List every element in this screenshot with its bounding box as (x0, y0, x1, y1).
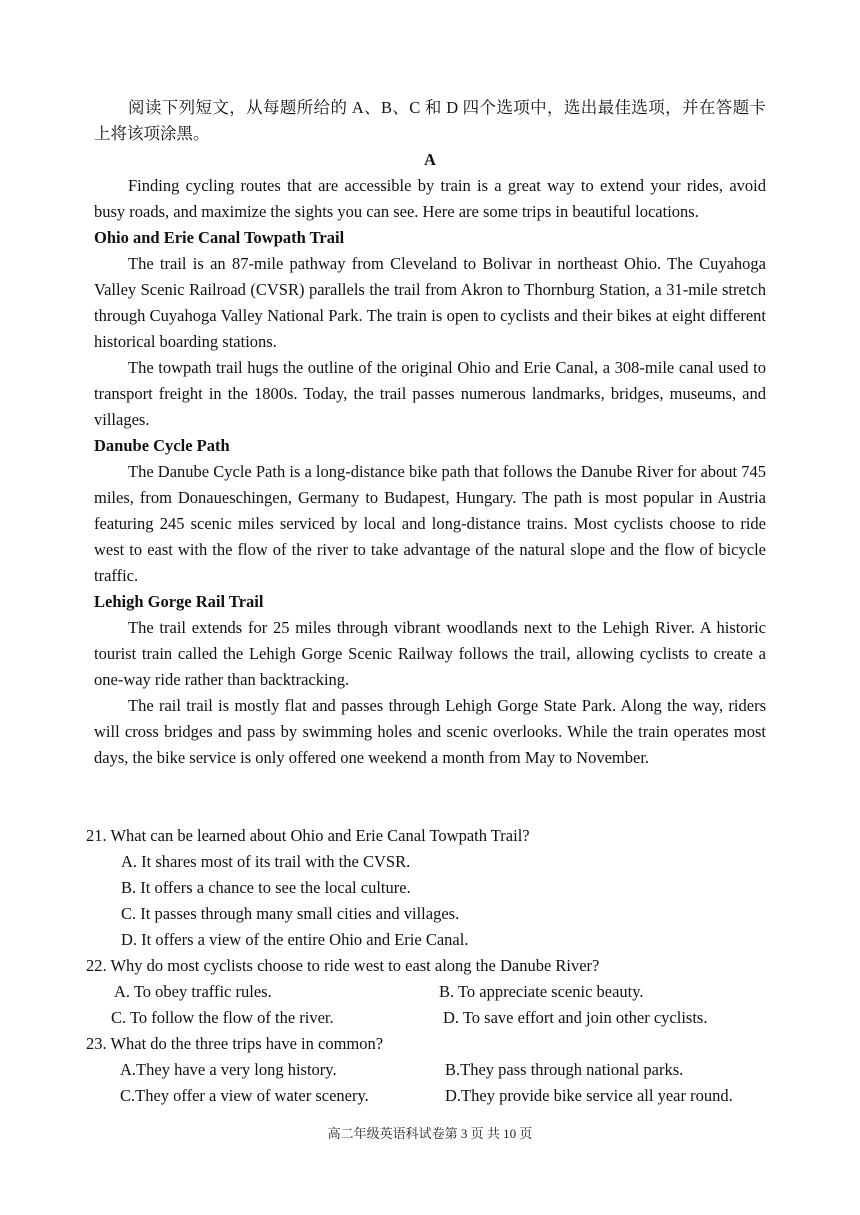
question-22-stem: 22. Why do most cyclists choose to ride west to east along the Danube River? (86, 956, 600, 975)
trail-paragraph: The trail is an 87-mile pathway from Cleveland to Bolivar in northeast Ohio. The Cuyahoga Valley Scenic Railroad (CVSR) parallels the trail from Akron to Thornburg Station, a 31-mile stretch through Cuyahoga Valley National Park. The train is open to cyclists and their bikes at eight different historical boarding stations. (94, 254, 766, 351)
question-21-option-c: C. It passes through many small cities and villages. (121, 904, 460, 923)
question-23-option-c: C.They offer a view of water scenery. (120, 1086, 369, 1105)
trail-paragraph: The trail extends for 25 miles through vibrant woodlands next to the Lehigh River. A historic tourist train called the Lehigh Gorge Scenic Railway follows the trail, allowing cyclists to create a one-way ride rather than backtracking. (94, 618, 766, 689)
passage-block (94, 95, 766, 771)
question-23-options-row-1 (86, 1057, 776, 1083)
intro-paragraph: Finding cycling routes that are accessible by train is a great way to extend your rides, avoid busy roads, and maximize the sights you can see. Here are some trips in beautiful locations. (94, 176, 766, 221)
question-21-option-d: D. It offers a view of the entire Ohio and Erie Canal. (121, 930, 469, 949)
question-21-option-a: A. It shares most of its trail with the CVSR. (121, 852, 411, 871)
question-22-option-d: D. To save effort and join other cyclists. (443, 1008, 708, 1027)
question-22-option-c: C. To follow the flow of the river. (111, 1008, 334, 1027)
question-23-option-d: D.They provide bike service all year round. (445, 1086, 733, 1105)
question-21-stem: 21. What can be learned about Ohio and Erie Canal Towpath Trail? (86, 826, 530, 845)
trail-paragraph: The Danube Cycle Path is a long-distance bike path that follows the Danube River for about 745 miles, from Donaueschingen, Germany to Budapest, Hungary. The path is most popular in Austria featuring 245 scenic miles serviced by local and long-distance trains. Most cyclists choose to ride west to east with the flow of the river to take advantage of the natural slope and the flow of bicycle traffic. (94, 462, 766, 585)
trail-title-ohio: Ohio and Erie Canal Towpath Trail (94, 228, 345, 247)
question-23-option-b: B.They pass through national parks. (445, 1060, 684, 1079)
question-23-options-row-2 (86, 1083, 776, 1109)
question-23-stem: 23. What do the three trips have in common? (86, 1034, 384, 1053)
trail-paragraph: The towpath trail hugs the outline of the original Ohio and Erie Canal, a 308-mile canal used to transport freight in the 1800s. Today, the trail passes numerous landmarks, bridges, museums, and villages. (94, 358, 766, 429)
question-22-option-b: B. To appreciate scenic beauty. (439, 982, 644, 1001)
question-21-option-b: B. It offers a chance to see the local culture. (121, 878, 411, 897)
page-footer: 高二年级英语科试卷第 3 页 共 10 页 (327, 1126, 533, 1141)
question-23-option-a: A.They have a very long history. (120, 1060, 337, 1079)
trail-title-danube: Danube Cycle Path (94, 436, 230, 455)
question-22-options-row-2 (86, 1005, 776, 1031)
trail-title-lehigh: Lehigh Gorge Rail Trail (94, 592, 264, 611)
question-22-option-a: A. To obey traffic rules. (114, 982, 272, 1001)
trail-paragraph: The rail trail is mostly flat and passes through Lehigh Gorge State Park. Along the way, riders will cross bridges and pass by swimming holes and scenic overlooks. While the train operates most days, the bike service is only offered one weekend a month from May to November. (94, 696, 766, 767)
question-22-options-row-1 (86, 979, 776, 1005)
questions-block (86, 823, 776, 1109)
instruction-text: 阅读下列短文，从每题所给的 A、B、C 和 D 四个选项中，选出最佳选项，并在答题卡上将该项涂黑。 (94, 98, 766, 143)
section-label: A (424, 150, 436, 169)
